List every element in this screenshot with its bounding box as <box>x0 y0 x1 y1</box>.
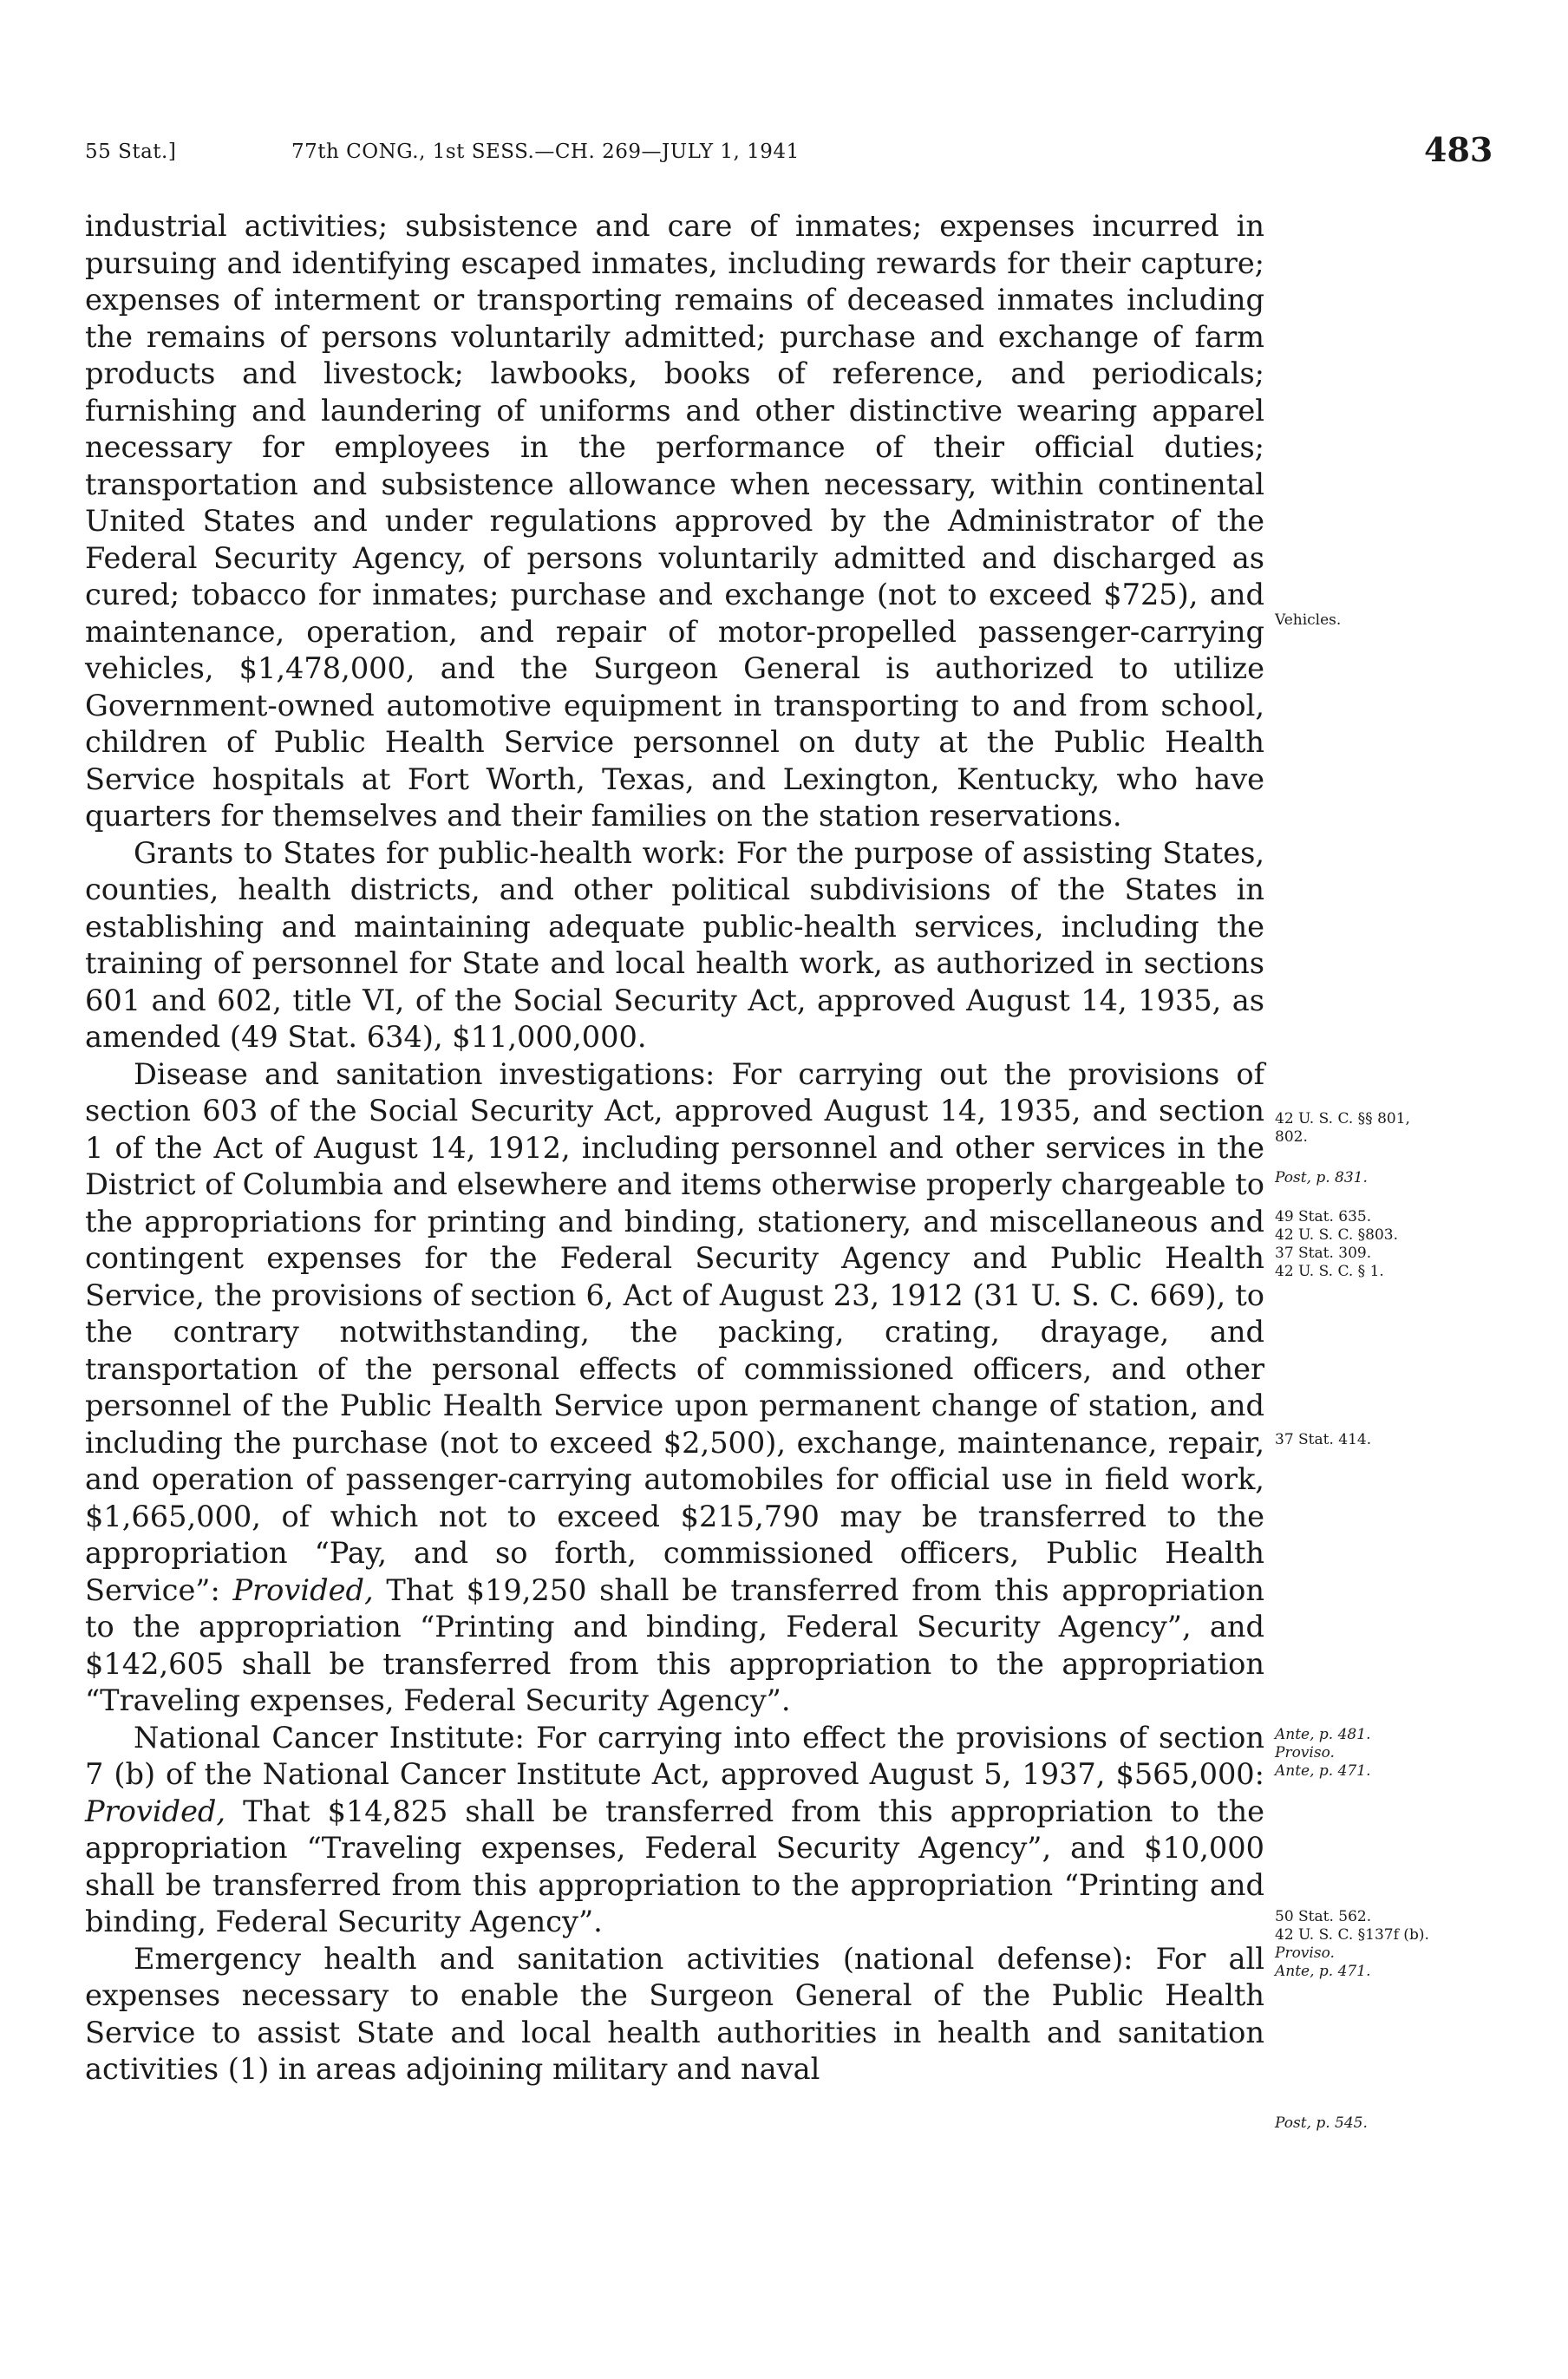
margin-note-line: 42 U. S. C. §803. <box>1275 1226 1399 1244</box>
proviso-word: Provided, <box>85 1794 226 1828</box>
margin-note-stat-562 <box>1275 1908 1429 1981</box>
margin-note-line: 37 Stat. 414. <box>1275 1431 1372 1448</box>
paragraph-text: Disease and sanitation investigations: For carrying out the provisions of section 603 of the Social Security Act, approved August 14, 1935, and section 1 of the Act of August 14, 1912, including personnel and other services in the District of Columbia and elsewhere and items otherwise properly chargeable to the appropriations for printing and binding, stationery, and miscellaneous and contingent expenses for the Federal Security Agency and Public Health Service, the provisions of section 6, Act of August 23, 1912 (31 U. S. C. 669), to the contrary notwithstanding, the packing, crating, drayage, and transportation of the personal effects of commissioned officers, and other personnel of the Public Health Service upon permanent change of station, and including the purchase (not to exceed $2,500), exchange, maintenance, repair, and operation of passenger-carrying automobiles for official use in field work, $1,665,000, of which not to exceed $215,790 may be transferred to the appropriation “Pay, and so forth, commissioned officers, Public Health Service”: <box>85 1056 1264 1607</box>
running-head: 77th CONG., 1st SESS.—CH. 269—JULY 1, 1941 <box>291 141 800 163</box>
margin-note-line: Post, p. 545. <box>1275 2114 1368 2132</box>
margin-note-ante-481 <box>1275 1726 1370 1781</box>
margin-note-line: Vehicles. <box>1275 611 1342 629</box>
paragraph-cancer-institute <box>85 1720 1264 1941</box>
margin-note-line: Post, p. 831. <box>1275 1169 1368 1186</box>
page-header <box>0 130 1568 169</box>
paragraph-disease-sanitation <box>85 1056 1264 1720</box>
paragraph-text: National Cancer Institute: For carrying into effect the provisions of section 7 (b) of the National Cancer Institute Act, approved August 5, 1937, $565,000: <box>85 1720 1264 1791</box>
page-body <box>85 208 1264 2088</box>
margin-note-line: Ante, p. 481. <box>1275 1726 1371 1743</box>
margin-note-post-831 <box>1275 1169 1368 1187</box>
margin-note-line: 37 Stat. 309. <box>1275 1245 1372 1262</box>
margin-note-post-545 <box>1275 2114 1368 2133</box>
page-number: 483 <box>1424 130 1493 169</box>
margin-note-line: Ante, p. 471. <box>1275 1963 1371 1980</box>
paragraph-inmates: industrial activities; subsistence and care of inmates; expenses incurred in pursuing and identifying escaped inmates, including rewards for their capture; expenses of interment or transporting remains of deceased inmates including the remains of persons voluntarily admitted; purchase and exchange of farm products and livestock; lawbooks, books of reference, and periodicals; furnishing and laundering of uniforms and other distinctive wearing apparel necessary for employees in the performance of their official duties; transportation and subsistence allowance when necessary, within continental United States and under regulations approved by the Administrator of the Federal Security Agency, of persons voluntarily admitted and discharged as cured; tobacco for inmates; purchase and exchange (not to exceed $725), and maintenance, operation, and repair of motor-propelled passenger-carrying vehicles, $1,478,000, and the Surgeon General is authorized to utilize Government-owned automotive equipment in transporting to and from school, children of Public Health Service personnel on duty at the Public Health Service hospitals at Fort Worth, Texas, and Lexington, Kentucky, who have quarters for themselves and their families on the station reservations. <box>85 209 1264 833</box>
margin-note-line: 42 U. S. C. § 1. <box>1275 1263 1384 1280</box>
paragraph-text: That $14,825 shall be transferred from this appropriation to the appropriation “Traveling expenses, Federal Security Agency”, and $10,000 shall be transferred from this appropriation to the appropriation “Printing and binding, Federal Security Agency”. <box>85 1794 1264 1938</box>
paragraph-text: That $19,250 shall be transferred from this appropriation to the appropriation “Printing and binding, Federal Security Agency”, and $142,605 shall be transferred from this appropriation to the appropriation “Traveling expenses, Federal Security Agency”. <box>85 1572 1264 1717</box>
margin-note-line: 50 Stat. 562. <box>1275 1908 1372 1925</box>
margin-note-vehicles <box>1275 611 1341 630</box>
margin-note-line: Proviso. <box>1275 1744 1335 1761</box>
margin-note-line: 42 U. S. C. §137f (b). <box>1275 1926 1429 1944</box>
margin-note-line: Proviso. <box>1275 1944 1335 1962</box>
margin-note-line: Ante, p. 471. <box>1275 1762 1371 1780</box>
margin-note-stat-414 <box>1275 1431 1371 1449</box>
margin-note-usc-801 <box>1275 1110 1410 1147</box>
statute-volume: 55 Stat.] <box>85 141 177 163</box>
margin-note-stat-635 <box>1275 1208 1398 1281</box>
margin-note-line: 49 Stat. 635. <box>1275 1208 1372 1225</box>
proviso-word: Provided, <box>232 1572 374 1607</box>
margin-note-line: 42 U. S. C. §§ 801, <box>1275 1110 1410 1127</box>
margin-note-line: 802. <box>1275 1128 1308 1146</box>
paragraph-grants-to-states: Grants to States for public-health work: For the purpose of assisting States, counties, health districts, and other political subdivisions of the States in establishing and maintaining adequate public-health services, including the training of personnel for State and local health work, as authorized in sections 601 and 602, title VI, of the Social Security Act, approved August 14, 1935, as amended (49 Stat. 634), $11,000,000. <box>85 835 1264 1054</box>
paragraph-emergency-health: Emergency health and sanitation activities (national defense): For all expenses necessary to enable the Surgeon General of the Public Health Service to assist State and local health authorities in health and sanitation activities (1) in areas adjoining military and naval <box>85 1941 1264 2086</box>
